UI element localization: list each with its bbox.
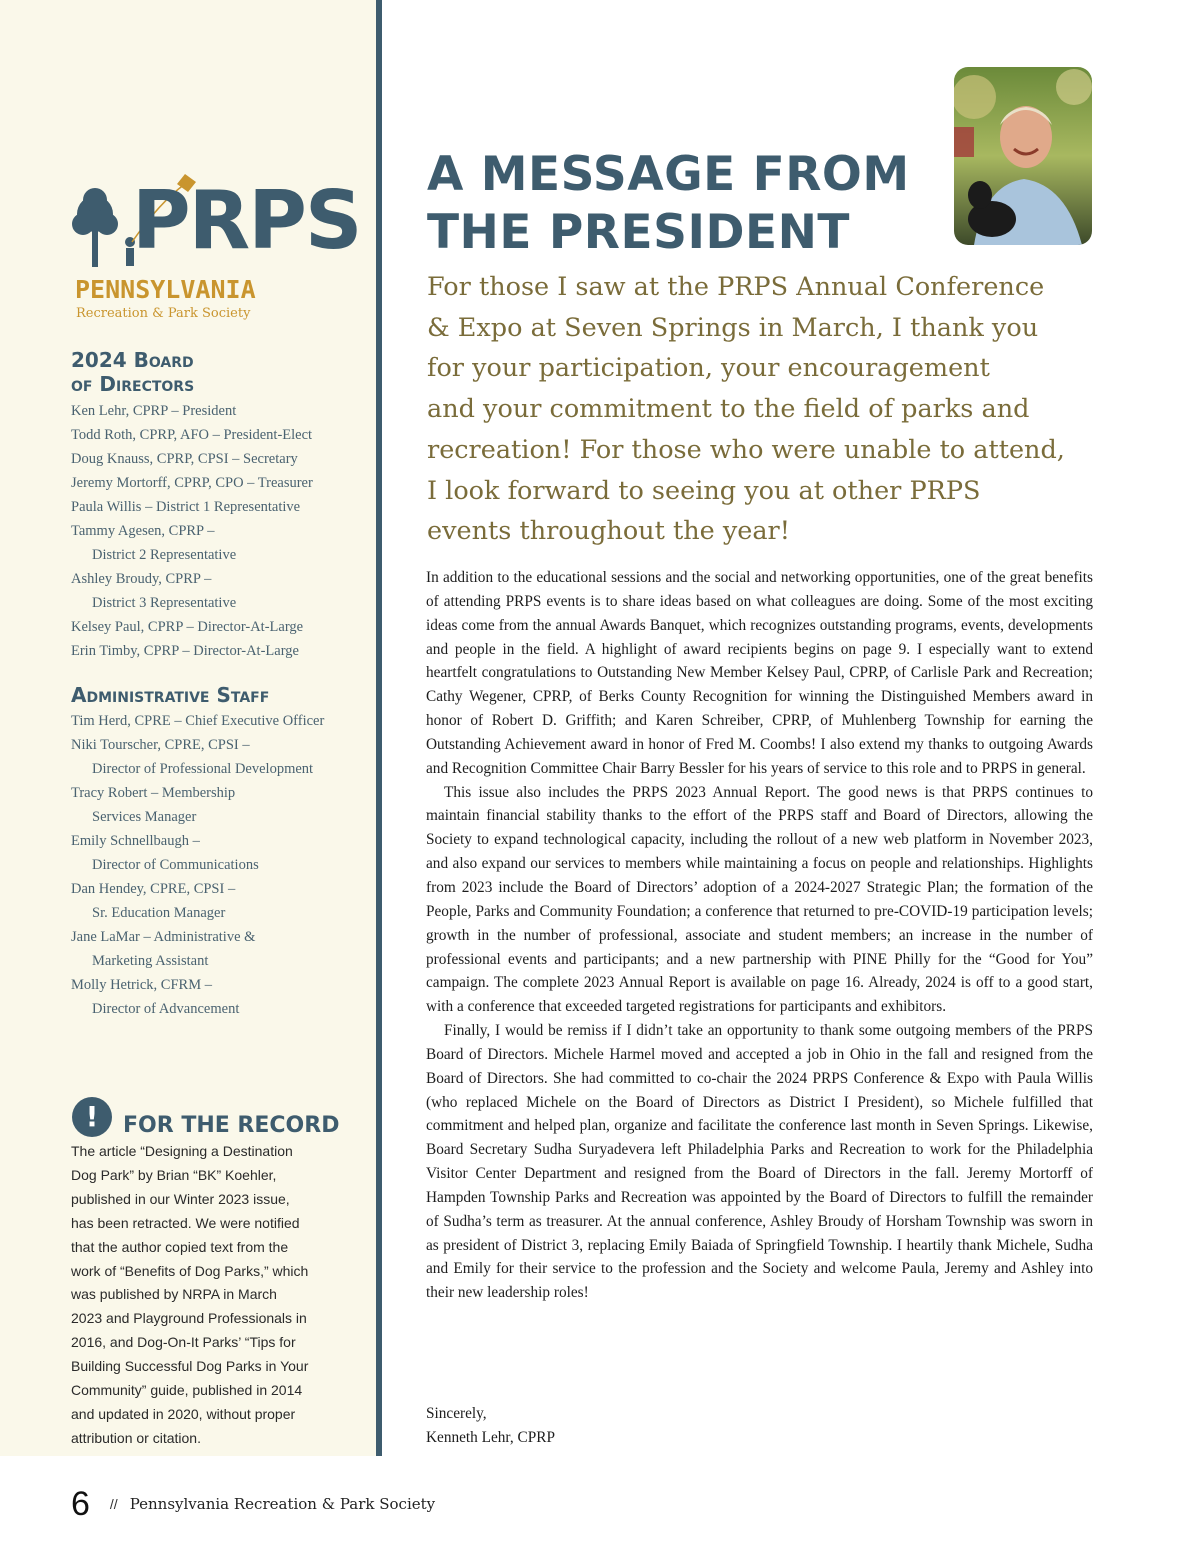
- list-item: Niki Tourscher, CPRE, CPSI –: [71, 737, 250, 753]
- record-line: Building Successful Dog Parks in Your: [71, 1358, 309, 1375]
- list-item: Tracy Robert – Membership: [71, 785, 236, 801]
- board-title-line2: of Directors: [71, 372, 195, 396]
- page-title: [427, 146, 910, 262]
- page-title-line1: A MESSAGE FROM: [427, 147, 910, 202]
- closing: [426, 1402, 555, 1450]
- signoff: Sincerely,: [426, 1405, 487, 1422]
- list-item: Tim Herd, CPRE – Chief Executive Officer: [71, 713, 325, 729]
- list-item: Molly Hetrick, CFRM –: [71, 977, 212, 993]
- record-title: FOR THE RECORD: [123, 1113, 340, 1138]
- list-item: Director of Professional Development: [92, 761, 314, 777]
- board-title: [71, 348, 194, 396]
- list-item: Emily Schnellbaugh –: [71, 833, 200, 849]
- prps-logo: [70, 172, 361, 332]
- lead-line: I look forward to seeing you at other PRPS: [427, 475, 981, 506]
- list-item: Jeremy Mortorff, CPRP, CPO – Treasurer: [71, 475, 313, 491]
- footer-separator: //: [109, 1496, 118, 1512]
- list-item: Services Manager: [92, 809, 197, 825]
- list-item: Ken Lehr, CPRP – President: [71, 403, 237, 419]
- body-paragraph: This issue also includes the PRPS 2023 Annual Report. The good news is that PRPS continues to maintain financial stability thanks to the effort of the PRPS staff and Board of Directors, allowing the Society to expand technological capacity, including the rollout of a new web platform in November 2023, and also expand our services to members while maintaining a focus on people and relationships. Highlights from 2023 include the Board of Directors’ adoption of a 2024-2027 Strategic Plan; the formation of the People, Parks and Community Foundation; a conference that returned to pre-COVID-19 participation levels; growth in the number of professional, associate and student members; an increase in the number of professional events and participants; and a new partnership with PINE Philly for the “Good for You” campaign. The complete 2023 Annual Report is available on page 16. Already, 2024 is off to a good start, with a conference that exceeded targeted registrations for participants and exhibitors.: [426, 783, 1093, 1016]
- staff-title-text: Administrative Staff: [71, 683, 270, 707]
- staff-list: [71, 709, 361, 1021]
- lead-quote: [427, 267, 1107, 552]
- list-item: Tammy Agesen, CPRP –: [71, 523, 215, 539]
- sidebar-divider: [376, 0, 382, 1456]
- lead-line: & Expo at Seven Springs in March, I thank you: [427, 312, 1039, 343]
- publication-name: Pennsylvania Recreation & Park Society: [129, 1495, 436, 1513]
- record-line: 2023 and Playground Professionals in: [71, 1310, 307, 1327]
- record-line: attribution or citation.: [71, 1429, 201, 1446]
- list-item: Todd Roth, CPRP, AFO – President-Elect: [71, 427, 313, 443]
- page-number: 6: [71, 1485, 90, 1523]
- record-line: published in our Winter 2023 issue,: [71, 1190, 290, 1207]
- page-title-line2: THE PRESIDENT: [427, 205, 850, 260]
- list-item: Marketing Assistant: [92, 953, 209, 969]
- logo-acronym: PRPS: [132, 174, 361, 267]
- record-line: Dog Park” by Brian “BK” Koehler,: [71, 1166, 277, 1183]
- list-item: Kelsey Paul, CPRP – Director-At-Large: [71, 619, 304, 635]
- lead-line: events throughout the year!: [427, 516, 790, 547]
- body-paragraph: In addition to the educational sessions and the social and networking opportunities, one of the great benefits of attending PRPS events is to share ideas based on what colleagues are doing. Some of the most exciting ideas come from the annual Awards Banquet, which recognizes outstanding programs, events, developments and people in the field. A highlight of award recipients begins on page 9. I especially want to extend heartfelt congratulations to Outstanding New Member Kelsey Paul, CPRP, of Carlisle Park and Recreation; Cathy Wegener, CPRP, of Berks County Recognition for winning the Distinguished Members award in honor of Robert D. Griffith; and Karen Schreiber, CPRP, of Muhlenberg Township for earning the Outstanding Achievement award in honor of Fred M. Coombs! I also extend my thanks to outgoing Awards and Recognition Committee Chair Barry Bessler for his years of service to this role and to PRPS in general.: [426, 569, 1093, 777]
- list-item: District 2 Representative: [92, 547, 237, 563]
- lead-line: recreation! For those who were unable to attend,: [427, 434, 1065, 465]
- list-item: District 3 Representative: [92, 595, 237, 611]
- record-line: work of “Benefits of Dog Parks,” which: [71, 1262, 309, 1279]
- board-list: [71, 399, 361, 663]
- list-item: Ashley Broudy, CPRP –: [71, 571, 212, 587]
- record-body: [71, 1140, 346, 1451]
- record-line: 2016, and Dog-On-It Parks’ “Tips for: [71, 1334, 296, 1351]
- lead-line: for your participation, your encouragement: [427, 353, 990, 384]
- logo-state: PENNSYLVANIA: [75, 275, 256, 304]
- list-item: Director of Communications: [92, 857, 259, 873]
- board-title-line1: 2024 Board: [71, 348, 194, 372]
- logo-subtitle: Recreation & Park Society: [76, 306, 251, 321]
- record-line: Community” guide, published in 2014: [71, 1382, 303, 1399]
- page-footer: [71, 1482, 435, 1526]
- lead-line: For those I saw at the PRPS Annual Conference: [427, 272, 1045, 302]
- list-item: Dan Hendey, CPRE, CPSI –: [71, 881, 236, 897]
- staff-title: [71, 683, 269, 707]
- list-item: Sr. Education Manager: [92, 905, 226, 921]
- exclamation-icon: !: [72, 1097, 112, 1137]
- record-line: The article “Designing a Destination: [71, 1143, 293, 1159]
- president-photo: [954, 67, 1092, 245]
- lead-line: and your commitment to the field of parks and: [427, 394, 1030, 425]
- signature: Kenneth Lehr, CPRP: [426, 1428, 555, 1446]
- record-line: and updated in 2020, without proper: [71, 1405, 296, 1422]
- record-line: was published by NRPA in March: [71, 1286, 277, 1303]
- record-line: has been retracted. We were notified: [71, 1214, 300, 1231]
- body-paragraph: Finally, I would be remiss if I didn’t take an opportunity to thank some outgoing members of the PRPS Board of Directors. Michele Harmel moved and accepted a job in Ohio in the fall and resigned from the Board of Directors. She had committed to co-chair the 2024 PRPS Conference & Expo with Paula Willis (who replaced Michele on the Board of Directors as District I President), so Michele fulfilled that commitment and helped plan, organize and facilitate the conference last month in Seven Springs. Likewise, Board Secretary Sudha Suryadevera left Philadelphia Parks and Recreation to work for the Philadelphia Visitor Center Department and resigned from the Board of Directors in the fall. Jeremy Mortorff of Hampden Township Parks and Recreation was appointed by the Board of Directors to fulfill the remainder of Sudha’s term as treasurer. At the annual conference, Ashley Broudy of Horsham Township was sworn in as president of District 3, replacing Emily Baiada of Springfield Township. I heartily thank Michele, Sudha and Emily for their service to the profession and the Society and welcome Paula, Jeremy and Ashley into their new leadership roles!: [426, 1022, 1093, 1302]
- letter-body: [426, 566, 1093, 1305]
- list-item: Erin Timby, CPRP – Director-At-Large: [71, 643, 299, 659]
- list-item: Jane LaMar – Administrative &: [71, 929, 256, 945]
- list-item: Paula Willis – District 1 Representative: [71, 499, 301, 515]
- list-item: Doug Knauss, CPRP, CPSI – Secretary: [71, 451, 298, 467]
- list-item: Director of Advancement: [92, 1001, 240, 1017]
- record-line: that the author copied text from the: [71, 1238, 289, 1255]
